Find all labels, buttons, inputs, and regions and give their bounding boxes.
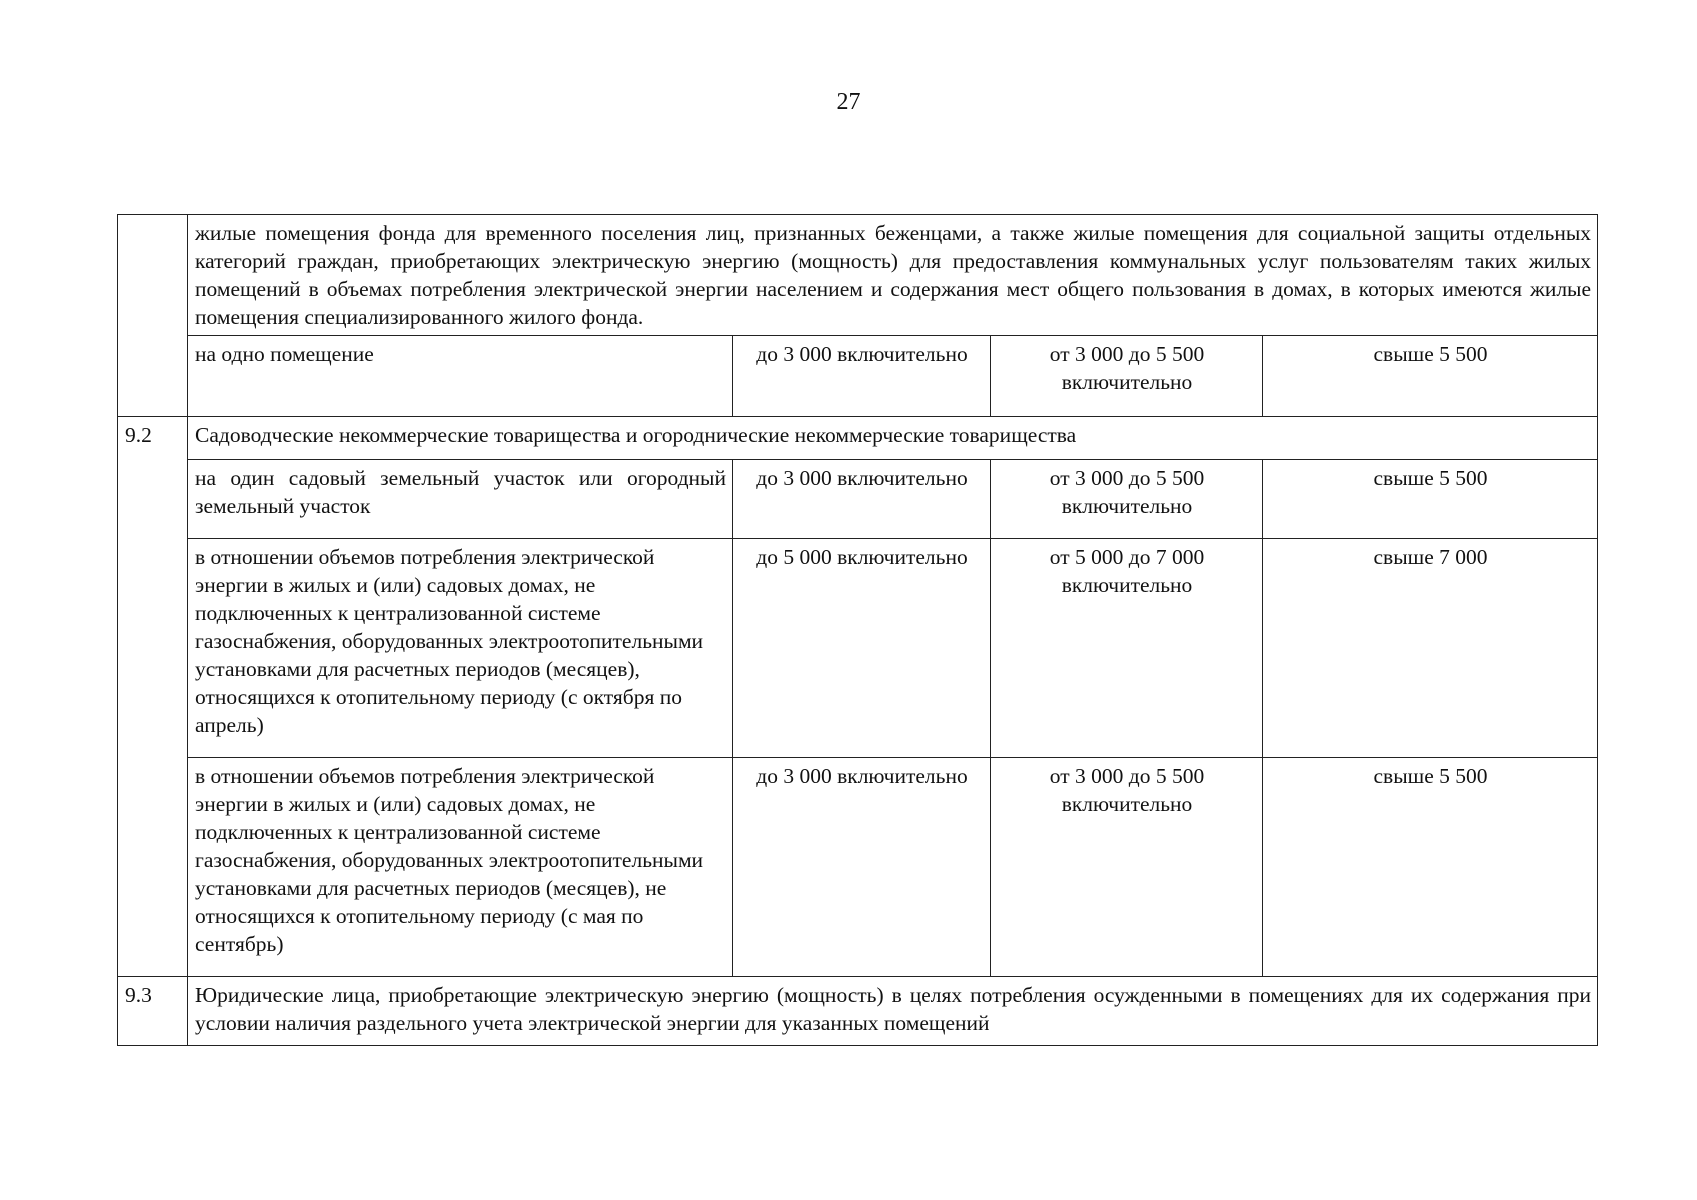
intro-text: жилые помещения фонда для временного поселения лиц, признанных беженцами, а также жилые помещения для социальной защиты отдельных категорий граждан, приобретающих электрическую энергию (мощность) для предоставления коммунальных услуг пользователям таких жилых помещений в объемах потребления электрической энергии населением и содержания мест общего пользования в домах, в которых имеются жилые помещения специализированного жилого фонда.	[188, 215, 1598, 336]
section-title-9-2: Садоводческие некоммерческие товарищества и огороднические некоммерческие товарищества	[188, 417, 1598, 460]
table-row	[118, 336, 1598, 417]
section-number-9-3: 9.3	[118, 977, 188, 1046]
range-mid: от 3 000 до 5 500 включительно	[991, 758, 1263, 977]
row-label: на один садовый земельный участок или огородный земельный участок	[188, 460, 733, 539]
row-label: на одно помещение	[188, 336, 733, 417]
section-number-9-2: 9.2	[118, 417, 188, 977]
table-row	[118, 460, 1598, 539]
table-row-intro	[118, 215, 1598, 336]
section-title-9-3: Юридические лица, приобретающие электрическую энергию (мощность) в целях потребления осужденными в помещениях для их содержания при условии наличия раздельного учета электрической энергии для указанных помещений	[188, 977, 1598, 1046]
page-number: 27	[836, 89, 861, 115]
range-low: до 3 000 включительно	[733, 758, 991, 977]
range-high: свыше 5 500	[1263, 758, 1598, 977]
range-low: до 5 000 включительно	[733, 539, 991, 758]
table-row-section-9-3	[118, 977, 1598, 1046]
range-low: до 3 000 включительно	[733, 460, 991, 539]
row-number-cell	[118, 215, 188, 417]
table-row	[118, 539, 1598, 758]
range-high: свыше 5 500	[1263, 460, 1598, 539]
row-label: в отношении объемов потребления электрической энергии в жилых и (или) садовых домах, не подключенных к централизованной системе газоснабжения, оборудованных электроотопительными установками для расчетных периодов (месяцев), относящихся к отопительному периоду (с октября по апрель)	[188, 539, 733, 758]
range-high: свыше 7 000	[1263, 539, 1598, 758]
range-low: до 3 000 включительно	[733, 336, 991, 417]
table-row	[118, 758, 1598, 977]
range-mid: от 3 000 до 5 500 включительно	[991, 460, 1263, 539]
row-label: в отношении объемов потребления электрической энергии в жилых и (или) садовых домах, не подключенных к централизованной системе газоснабжения, оборудованных электроотопительными установками для расчетных периодов (месяцев), не относящихся к отопительному периоду (с мая по сентябрь)	[188, 758, 733, 977]
table-row-section-9-2	[118, 417, 1598, 460]
range-high: свыше 5 500	[1263, 336, 1598, 417]
tariff-table	[117, 214, 1598, 1046]
range-mid: от 3 000 до 5 500 включительно	[991, 336, 1263, 417]
range-mid: от 5 000 до 7 000 включительно	[991, 539, 1263, 758]
